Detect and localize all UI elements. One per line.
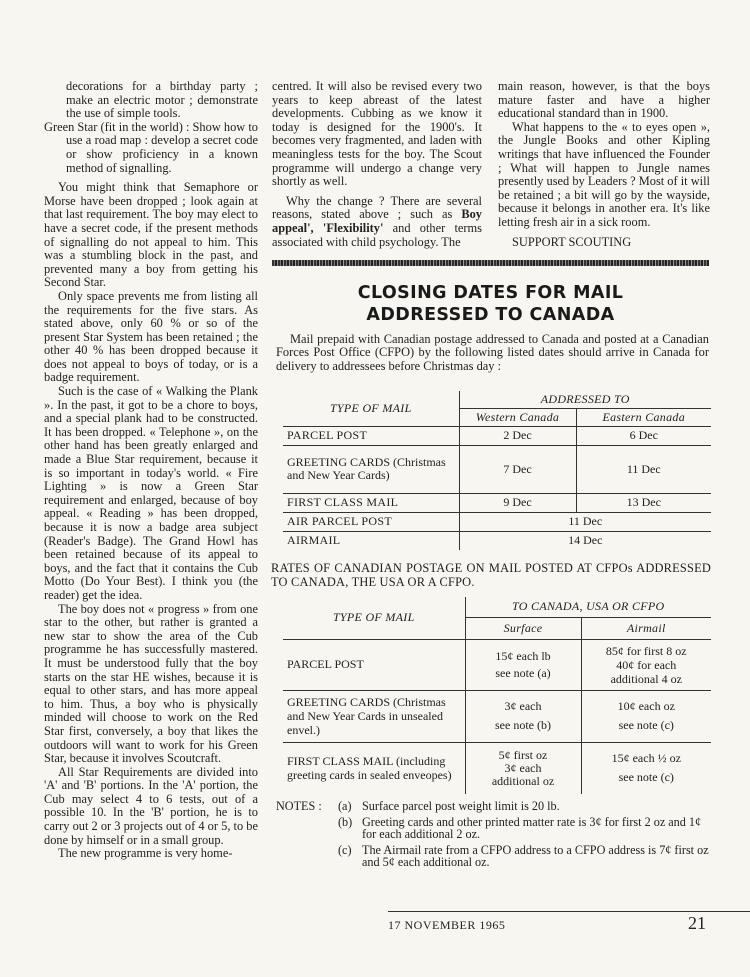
- column-header-type: TYPE OF MAIL: [283, 391, 459, 426]
- rate-line: additional oz: [491, 773, 555, 788]
- column-2: [272, 80, 482, 249]
- column-header-addressed-to: ADDRESSED TO: [459, 391, 711, 408]
- date-cell: 11 Dec: [576, 445, 711, 493]
- note-id: (a): [338, 799, 352, 813]
- note-text: Surface parcel post weight limit is 20 lb.: [362, 799, 560, 813]
- headline-line-1: CLOSING DATES FOR MAIL: [357, 283, 624, 303]
- rate-line: see note (b): [495, 718, 551, 732]
- date-cell: 14 Dec: [459, 531, 711, 550]
- mail-type-cell: AIR PARCEL POST: [283, 512, 459, 531]
- rate-line: 5¢ first oz: [498, 747, 548, 762]
- postage-rates-table: [283, 597, 711, 794]
- paragraph: The boy does not « progress » from one star to the other, but rather is granted a new star to show the area of the Cub programme he has successfully mastered. It must be understood fully that the boy starts on the star HE wishes, because it is equal to other stars, and has more appeal to him. Thus, a boy who is physically minded will choose to work on the Red Star first, conversely, a boy that likes the outdoors will want to work for his Green Star, because it involves Scoutcraft.: [44, 601, 258, 766]
- rate-line: 3¢ each: [504, 760, 542, 775]
- note-item: [276, 816, 710, 841]
- rate-line: see note (a): [495, 665, 551, 680]
- rate-line: 85¢ for first 8 oz: [605, 643, 687, 658]
- mail-type-cell: PARCEL POST: [283, 639, 465, 690]
- paragraph: decorations for a birthday party ; make an electric motor ; demonstrate the use of simple tools.: [66, 79, 258, 121]
- bold-text: Boy appeal', 'Flexibility': [272, 207, 482, 235]
- decorative-rule: [272, 260, 709, 266]
- mail-type-cell: FIRST CLASS MAIL: [283, 493, 459, 512]
- page-number: 21: [688, 913, 706, 933]
- mail-type-cell: AIRMAIL: [287, 533, 341, 548]
- closing-dates-table: [283, 391, 711, 550]
- date-cell: 7 Dec: [459, 445, 576, 493]
- paragraph: Such is the case of « Walking the Plank ». In the past, it got to be a chore to boys, and a special plank had to be constructed. It has been dropped. « Telephone », on the other hand has been greatly enlarged and made a Blue Star requirement, because it is so important in today's world. « Fire Lighting » is now a Green Star requirement and enlarged, because of boy appeal. « Reading » has been dropped, because it is now a badge area subject (Reader's Badge). The Grand Howl has been retained because of its appeal to boys, and the fact that it contains the Cub Motto (Do Your Best). I think you (the reader) get the idea.: [44, 384, 258, 602]
- date-cell: 2 Dec: [459, 426, 576, 445]
- note-id: (b): [338, 814, 353, 829]
- notes: [276, 800, 710, 872]
- paragraph: centred. It will also be revised every two years to keep abreast of the latest developments. Cubbing as we know it today is designed for the 1900's. It becomes very fragmented, and laden with meaningless tests for the boy. The Scout programme will undergo a change very shortly as well.: [272, 79, 482, 189]
- rate-cell: [465, 742, 581, 794]
- note-id: (c): [338, 842, 352, 857]
- footer-rule: [388, 911, 750, 912]
- date-cell: 6 Dec: [576, 426, 711, 445]
- paragraph: Only space prevents me from listing all the requirements for the five stars. As stated above, only 60 % or so of the present Star System has been retained ; the other 40 % has been dropped because it does not appeal to boys of today, or is a badge requirement.: [44, 288, 258, 385]
- column-header-western: Western Canada: [459, 408, 576, 426]
- column-3: [498, 80, 710, 249]
- column-header-airmail: Airmail: [581, 617, 711, 639]
- note-text: The Airmail rate from a CFPO address to a CFPO address is 7¢ first oz and 5¢ each additional oz.: [362, 842, 709, 870]
- notes-label: NOTES :: [276, 799, 322, 813]
- rate-line: 15¢ each ½ oz: [611, 751, 681, 766]
- column-header-destination: TO CANADA, USA OR CFPO: [465, 597, 711, 617]
- rate-line: 3¢ each: [504, 699, 542, 713]
- rate-cell: [465, 639, 581, 690]
- signoff: SUPPORT SCOUTING: [512, 234, 632, 249]
- column-header-eastern: Eastern Canada: [576, 408, 711, 426]
- rate-line: 10¢ each oz: [617, 699, 675, 713]
- rate-line: see note (c): [618, 770, 674, 785]
- rates-title: RATES OF CANADIAN POSTAGE ON MAIL POSTED AT CFPOs ADDRESSED TO CANADA, THE USA OR A CFPO.: [271, 561, 711, 589]
- rate-cell: [465, 690, 581, 742]
- headline: [272, 282, 709, 326]
- rate-line: see note (c): [618, 718, 674, 732]
- paragraph: [272, 195, 482, 249]
- mail-type-cell: PARCEL POST: [283, 426, 459, 445]
- paragraph: The new programme is very home-: [58, 846, 233, 861]
- mail-type-cell: FIRST CLASS MAIL (including greeting cards in sealed enveopes): [287, 754, 452, 783]
- headline-line-2: ADDRESSED TO CANADA: [366, 305, 615, 325]
- rate-line: 15¢ each lb: [495, 648, 551, 663]
- rate-cell: [581, 742, 711, 794]
- note-item: [276, 844, 710, 869]
- column-1: [44, 80, 258, 861]
- paragraph: What happens to the « to eyes open », the Jungle Books and other Kipling writings that have influenced the Founder ; What will happen to Jungle names presently used by Leaders ? Most of it will be retained ; a bit will go by the wayside, because it belongs in another era. It's like letting fresh air in a sick room.: [498, 119, 710, 229]
- date-cell: 9 Dec: [459, 493, 576, 512]
- paragraph: Mail prepaid with Canadian postage addressed to Canada and posted at a Canadian Forces Post Office (CFPO) by the following listed dates should arrive in Canada for delivery to addressees before Christmas day :: [276, 332, 709, 373]
- rate-line: 40¢ for each: [616, 657, 677, 672]
- column-header-type: TYPE OF MAIL: [283, 597, 465, 639]
- mail-type-cell: GREETING CARDS (Christmas and New Year Cards): [283, 445, 459, 493]
- paragraph: All Star Requirements are divided into 'A' and 'B' portions. In the 'A' portion, the Cub may select 4 to 6 tests, out of a possible 10. In the 'B' portion, he is to carry out 2 or 3 projects out of 4 or 5, to be done by himself or in a small group.: [44, 764, 258, 847]
- paragraph: Green Star (fit in the world) : Show how to use a road map : develop a secret code or show proficiency in a known method of signalling.: [44, 119, 258, 175]
- note-item: [276, 800, 710, 813]
- date-cell: 11 Dec: [459, 512, 711, 531]
- intro-paragraph: [276, 333, 709, 373]
- text-run: and other terms associated with child psychology. The: [272, 220, 482, 249]
- rate-cell: [581, 690, 711, 742]
- paragraph: main reason, however, is that the boys mature faster and have a higher educational standard than in 1900.: [498, 79, 710, 121]
- date-cell: 13 Dec: [576, 493, 711, 512]
- text-run: Why the change ? There are several reasons, stated above ; such as: [272, 193, 482, 222]
- footer-date: 17 NOVEMBER 1965: [388, 918, 506, 932]
- note-text: Greeting cards and other printed matter rate is 3¢ for first 2 oz and 1¢ for each additional 2 oz.: [362, 814, 702, 842]
- rate-cell: [581, 639, 711, 690]
- column-header-surface: Surface: [465, 617, 581, 639]
- mail-type-cell: GREETING CARDS (Christmas and New Year Cards in unsealed envel.): [283, 690, 465, 742]
- paragraph: You might think that Semaphore or Morse have been dropped ; look again at that last requirement. The boy may elect to have a secret code, if the present methods of signalling do not appeal to him. This was a stumbling block in the past, and prevented many a boy from getting his Second Star.: [44, 180, 258, 290]
- rate-line: additional 4 oz: [610, 671, 682, 686]
